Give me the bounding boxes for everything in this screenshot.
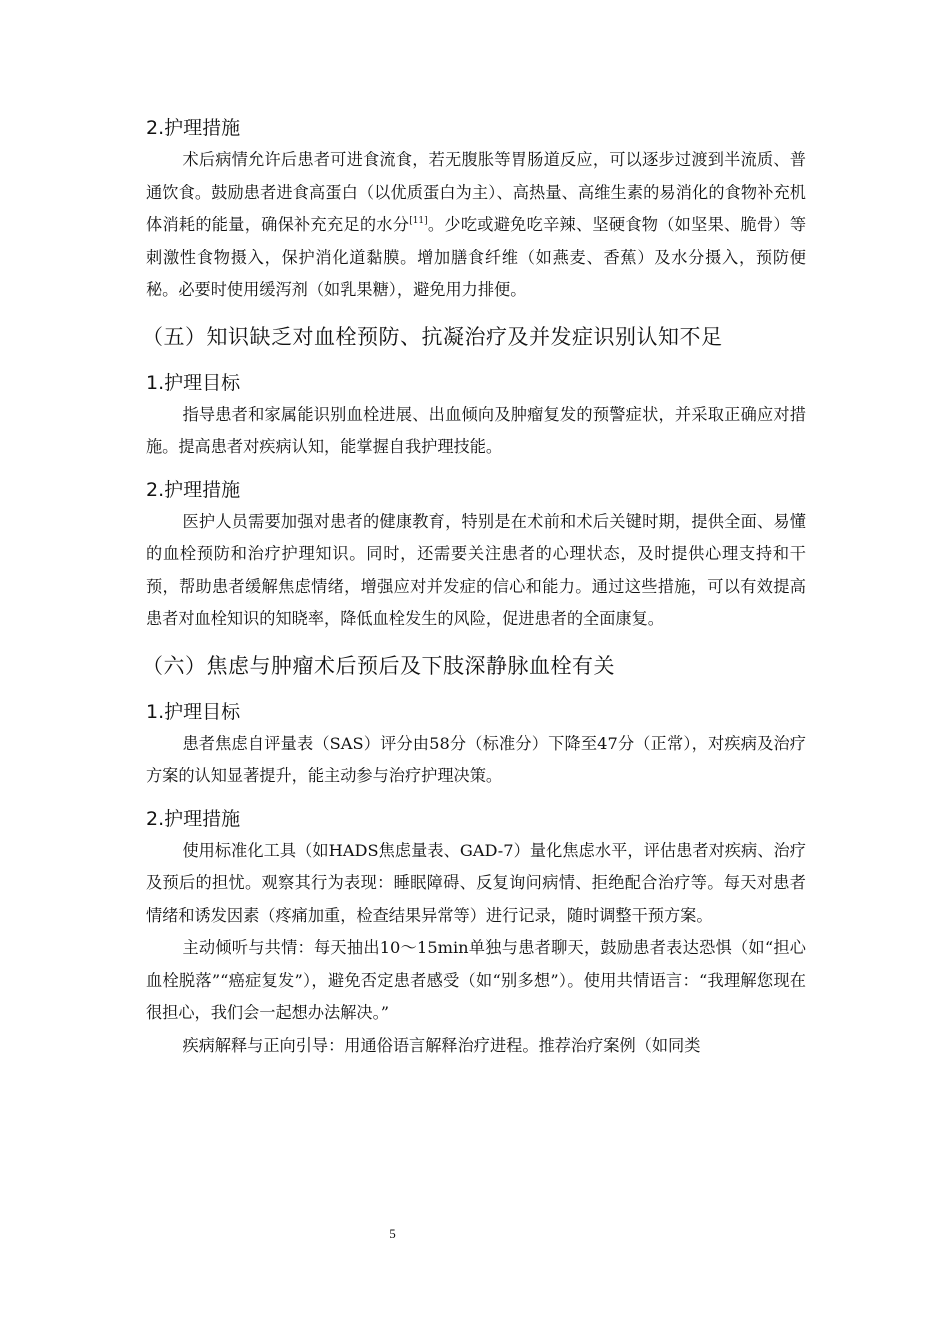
paragraph-diet-text: 术后病情允许后患者可进食流食，若无腹胀等胃肠道反应，可以逐步过渡到半流质、普通饮食。鼓励患者进食高蛋白（以优质蛋白为主）、高热量、高维生素的易消化的食物补充机体消耗的能量，确保补充充足的水分 bbox=[146, 150, 806, 234]
subheading-nursing-goal: 1.护理目标 bbox=[146, 700, 241, 723]
section-heading-5: （五）知识缺乏对血栓预防、抗凝治疗及并发症识别认知不足 bbox=[142, 324, 723, 349]
subheading-care-measures: 2.护理措施 bbox=[146, 117, 241, 139]
subheading-nursing-goal: 1.护理目标 bbox=[146, 371, 241, 394]
subheading-care-measures: 2.护理措施 bbox=[146, 478, 241, 501]
paragraph-measures-6-explanation: 疾病解释与正向引导：用通俗语言解释治疗进程。推荐治疗案例（如同类 bbox=[182, 1035, 701, 1055]
section-heading-6: （六）焦虑与肿瘤术后预后及下肢深静脉血栓有关 bbox=[142, 653, 615, 678]
citation-reference: [11] bbox=[409, 216, 428, 226]
paragraph-goal-5: 指导患者和家属能识别血栓进展、出血倾向及肿瘤复发的预警症状，并采取正确应对措施。提高患者对疾病认知，能掌握自我护理技能。 bbox=[146, 404, 806, 456]
paragraph-measures-6-listening: 主动倾听与共情：每天抽出10～15min单独与患者聊天，鼓励患者表达恐惧（如“担心血栓脱落”“癌症复发”），避免否定患者感受（如“别多想”）。使用共情语言：“我理解您现在很担心，我们会一起想办法解决。” bbox=[146, 938, 806, 1022]
page-body bbox=[142, 112, 806, 1062]
paragraph-diet-text-tail: 。少吃或避免吃辛辣、坚硬食物（如坚果、脆骨）等刺激性食物摄入，保护消化道黏膜。增加膳食纤维（如燕麦、香蕉）及水分摄入，预防便秘。必要时使用缓泻剂（如乳果糖），避免用力排便。 bbox=[146, 215, 806, 299]
page-number: 5 bbox=[389, 1226, 396, 1241]
subheading-care-measures: 2.护理措施 bbox=[146, 807, 241, 830]
paragraph-measures-6-assessment: 使用标准化工具（如HADS焦虑量表、GAD-7）量化焦虑水平，评估患者对疾病、治疗及预后的担忧。观察其行为表现：睡眠障碍、反复询问病情、拒绝配合治疗等。每天对患者情绪和诱发因素（疼痛加重，检查结果异常等）进行记录，随时调整干预方案。 bbox=[146, 840, 806, 925]
paragraph-diet bbox=[146, 144, 806, 307]
paragraph-measures-5: 医护人员需要加强对患者的健康教育，特别是在术前和术后关键时期，提供全面、易懂的血栓预防和治疗护理知识。同时，还需要关注患者的心理状态，及时提供心理支持和干预，帮助患者缓解焦虑情绪，增强应对并发症的信心和能力。通过这些措施，可以有效提高患者对血栓知识的知晓率，降低血栓发生的风险，促进患者的全面康复。 bbox=[146, 511, 806, 628]
paragraph-goal-6: 患者焦虑自评量表（SAS）评分由58分（标准分）下降至47分（正常），对疾病及治疗方案的认知显著提升，能主动参与治疗护理决策。 bbox=[146, 733, 806, 785]
